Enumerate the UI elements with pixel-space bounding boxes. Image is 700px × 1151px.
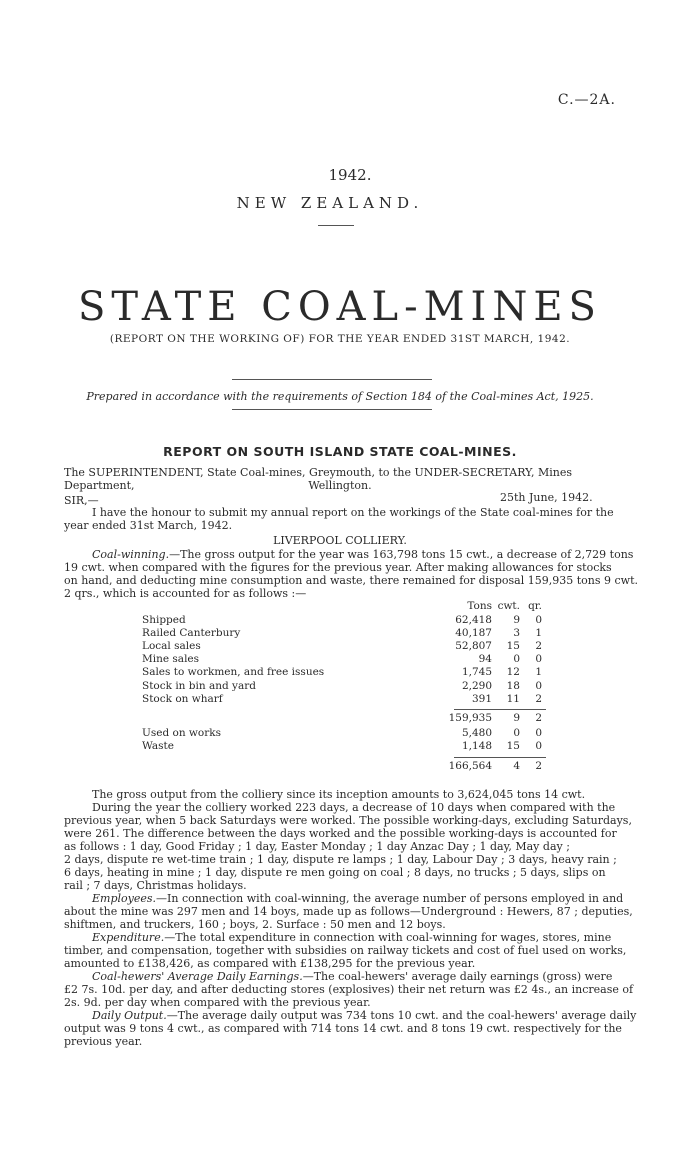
total-rule (454, 757, 546, 758)
section-title: LIVERPOOL COLLIERY. (273, 534, 407, 547)
subtotal-cwt: 9 (513, 712, 520, 724)
employees-text: —In connection with coal-winning, the average number of persons employed in and (156, 892, 624, 905)
total-cwt: 4 (513, 760, 520, 772)
row-label: Stock on wharf (142, 692, 223, 705)
row-tons: 62,418 (455, 613, 492, 626)
employees-text: shiftmen, and truckers, 160 ; boys, 2. Surface : 50 men and 12 boys. (64, 918, 446, 931)
row-qr: 2 (535, 639, 542, 652)
country-heading: NEW ZEALAND. (236, 194, 424, 212)
coal-winning-text: —The gross output for the year was 163,798 tons 15 cwt., a decrease of 2,729 tons (169, 548, 634, 561)
page-subtitle: (REPORT ON THE WORKING OF) FOR THE YEAR ENDED 31ST MARCH, 1942. (109, 333, 571, 345)
salutation: SIR,— (64, 494, 99, 507)
row-label: Local sales (142, 639, 201, 652)
working-days-text: rail ; 7 days, Christmas holidays. (64, 879, 247, 892)
table-row (142, 692, 542, 706)
table-row (142, 639, 542, 653)
header-tons: Tons (467, 600, 492, 612)
expenditure-text: amounted to £138,426, as compared with £138,295 for the previous year. (64, 957, 476, 970)
table-row (142, 666, 542, 679)
subtotal-row (142, 712, 552, 726)
employees-text: about the mine was 297 men and 14 boys, made up as follows—Underground : Hewers, 87 ; deputies, (64, 905, 633, 918)
table-row (142, 626, 542, 640)
earnings-label: Coal-hewers' Average Daily Earnings. (92, 970, 303, 983)
subtotal-tons: 159,935 (448, 712, 492, 724)
daily-output-paragraph (92, 1009, 636, 1022)
row-cwt: 15 (506, 639, 520, 652)
row-label: Railed Canterbury (142, 626, 241, 639)
report-heading: REPORT ON SOUTH ISLAND STATE COAL-MINES. (163, 444, 517, 459)
working-days-text: 2 days, dispute re wet-time train ; 1 day, dispute re lamps ; 1 day, Labour Day ; 3 days, heavy rain ; (64, 853, 617, 866)
row-cwt: 11 (506, 692, 520, 705)
coal-winning-paragraph (92, 548, 632, 561)
intro-text: year ended 31st March, 1942. (64, 519, 233, 532)
earnings-text: 2s. 9d. per day when compared with the previous year. (64, 996, 371, 1009)
row-label: Mine sales (142, 653, 200, 666)
earnings-text: —The coal-hewers' average daily earnings (gross) were (302, 970, 613, 983)
table-header-row (142, 600, 542, 613)
row-qr: 0 (535, 727, 542, 739)
earnings-text: £2 7s. 10d. per day, and after deducting stores (explosives) their net return was £2 4s., an increase of (64, 983, 634, 996)
row-label: Used on works (142, 727, 222, 739)
working-days-text: During the year the colliery worked 223 days, a decrease of 10 days when compared with the (92, 801, 616, 814)
disposal-table-extra (142, 727, 552, 757)
table-row (142, 740, 542, 753)
coal-winning-text: 2 qrs., which is accounted for as follows :— (64, 587, 307, 600)
working-days-text: were 261. The difference between the days worked and the possible working-days is accounted for (64, 827, 617, 840)
row-cwt: 0 (513, 727, 520, 739)
publication-year: 1942. (328, 166, 372, 184)
row-tons: 94 (478, 653, 492, 666)
document-reference: C.—2A. (557, 92, 616, 108)
working-days-text: 6 days, heating in mine ; 1 day, dispute re men going on coal ; 8 days, no trucks ; 5 days, slips on (64, 866, 606, 879)
row-label: Shipped (142, 613, 186, 626)
report-date: 25th June, 1942. (500, 491, 593, 504)
daily-output-label: Daily Output. (92, 1009, 167, 1022)
daily-output-text: —The average daily output was 734 tons 10 cwt. and the coal-hewers' average daily (166, 1009, 637, 1022)
address-line: The SUPERINTENDENT, State Coal-mines, Greymouth, to the UNDER-SECRETARY, Mines Department, (64, 466, 573, 493)
employees-paragraph (92, 892, 623, 905)
working-days-text: as follows : 1 day, Good Friday ; 1 day, Easter Monday ; 1 day Anzac Day ; 1 day, May day ; (64, 840, 570, 853)
row-tons: 2,290 (461, 679, 492, 692)
subtotal-qr: 2 (535, 712, 542, 724)
gross-output-paragraph: The gross output from the colliery since its inception amounts to 3,624,045 tons 14 cwt. (92, 788, 586, 801)
row-qr: 0 (535, 740, 542, 753)
row-qr: 0 (535, 613, 542, 626)
intro-text: I have the honour to submit my annual report on the workings of the State coal-mines for the (92, 506, 614, 519)
divider-line (232, 379, 432, 380)
table-row (142, 653, 542, 666)
short-divider (318, 225, 354, 226)
row-cwt: 15 (506, 740, 520, 753)
table-row (142, 679, 542, 693)
total-row (142, 760, 552, 774)
row-qr: 1 (535, 666, 542, 679)
row-cwt: 9 (513, 613, 520, 626)
expenditure-text: —The total expenditure in connection with coal-winning for wages, stores, mine (164, 931, 612, 944)
working-days-text: previous year, when 5 back Saturdays were worked. The possible working-days, excluding Saturdays, (64, 814, 632, 827)
row-cwt: 12 (506, 666, 520, 679)
coal-winning-text: on hand, and deducting mine consumption and waste, there remained for disposal 159,935 tons 9 cwt. (64, 574, 638, 587)
row-qr: 0 (535, 679, 542, 692)
row-label: Sales to workmen, and free issues (142, 666, 325, 679)
page-title: STATE COAL-MINES (78, 284, 602, 330)
row-label: Stock in bin and yard (142, 679, 256, 692)
row-cwt: 3 (513, 626, 520, 639)
total-tons: 166,564 (448, 760, 492, 772)
total-qr: 2 (535, 760, 542, 772)
header-qr: qr. (528, 600, 542, 612)
earnings-paragraph (92, 970, 612, 983)
daily-output-text: output was 9 tons 4 cwt., as compared with 714 tons 14 cwt. and 8 tons 19 cwt. respectively for the (64, 1022, 622, 1035)
employees-label: Employees. (92, 892, 157, 905)
subtotal-rule (454, 709, 546, 710)
expenditure-label: Expenditure. (92, 931, 165, 944)
row-label: Waste (142, 740, 174, 753)
address-city: Wellington. (308, 479, 372, 492)
row-tons: 52,807 (455, 639, 492, 652)
row-tons: 1,148 (461, 740, 492, 753)
row-tons: 1,745 (461, 666, 492, 679)
table-row (142, 613, 542, 627)
expenditure-text: timber, and compensation, together with subsidies on railway tickets and cost of fuel used on works, (64, 944, 627, 957)
expenditure-paragraph (92, 931, 611, 944)
row-tons: 5,480 (461, 727, 492, 739)
row-cwt: 0 (513, 653, 520, 666)
row-tons: 40,187 (455, 626, 492, 639)
row-tons: 391 (471, 692, 492, 705)
coal-winning-label: Coal-winning. (92, 548, 170, 561)
row-qr: 1 (535, 626, 542, 639)
row-qr: 2 (535, 692, 542, 705)
table-row (142, 727, 542, 740)
daily-output-text: previous year. (64, 1035, 143, 1048)
row-qr: 0 (535, 653, 542, 666)
divider-line (232, 409, 432, 410)
coal-winning-text: 19 cwt. when compared with the figures for the previous year. After making allowances for stocks (64, 561, 612, 574)
row-cwt: 18 (506, 679, 520, 692)
header-cwt: cwt. (497, 600, 520, 612)
prepared-note: Prepared in accordance with the requirements of Section 184 of the Coal-mines Act, 1925. (86, 390, 594, 403)
